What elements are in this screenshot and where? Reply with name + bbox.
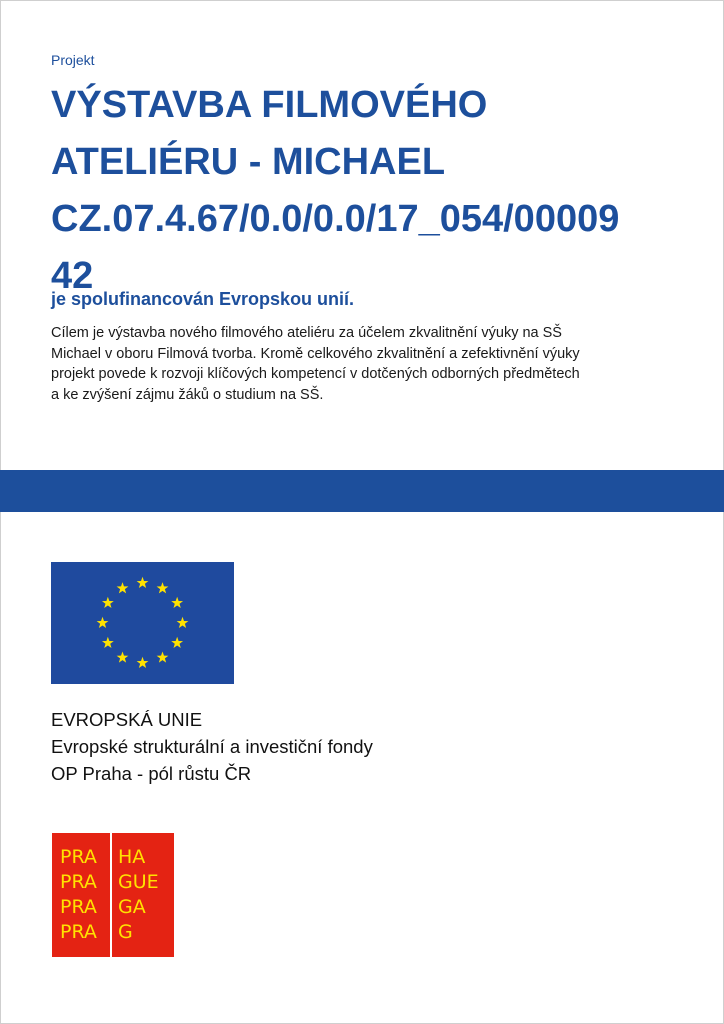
programme-name: OP Praha - pól růstu ČR (51, 763, 252, 784)
eu-funding-text (51, 706, 373, 787)
project-title (51, 77, 701, 305)
eu-name: EVROPSKÁ UNIE (51, 709, 203, 730)
project-description (51, 323, 691, 405)
project-label: Projekt (51, 52, 95, 68)
title-line: VÝSTAVBA FILMOVÉHO (51, 84, 488, 126)
description-line: projekt povede k rozvoji klíčových kompetencí v dotčených odborných předmětech (51, 366, 580, 382)
cofinancing-statement: je spolufinancován Evropskou unií. (51, 289, 355, 309)
title-line: 42 (51, 255, 94, 297)
praha-logo-icon (52, 833, 174, 957)
blue-divider-band (0, 470, 724, 512)
description-line: Michael v oboru Filmová tvorba. Kromě celkového zkvalitnění a zefektivnění výuky (51, 345, 580, 362)
description-line: a ke zvýšení zájmu žáků o studium na SŠ. (51, 386, 324, 403)
fund-name: Evropské strukturální a investiční fondy (51, 736, 373, 757)
praha-logo-right-text: HA GUE GA G (118, 846, 159, 943)
description-line: Cílem je výstavba nového filmového ateliéru za účelem zkvalitnění výuky na SŠ (51, 325, 562, 341)
title-line: ATELIÉRU - MICHAEL (51, 141, 446, 183)
eu-flag-icon (51, 562, 234, 684)
title-line: CZ.07.4.67/0.0/0.0/17_054/00009 (51, 198, 620, 240)
praha-logo-left-text: PRA PRA PRA PRA (60, 846, 97, 943)
